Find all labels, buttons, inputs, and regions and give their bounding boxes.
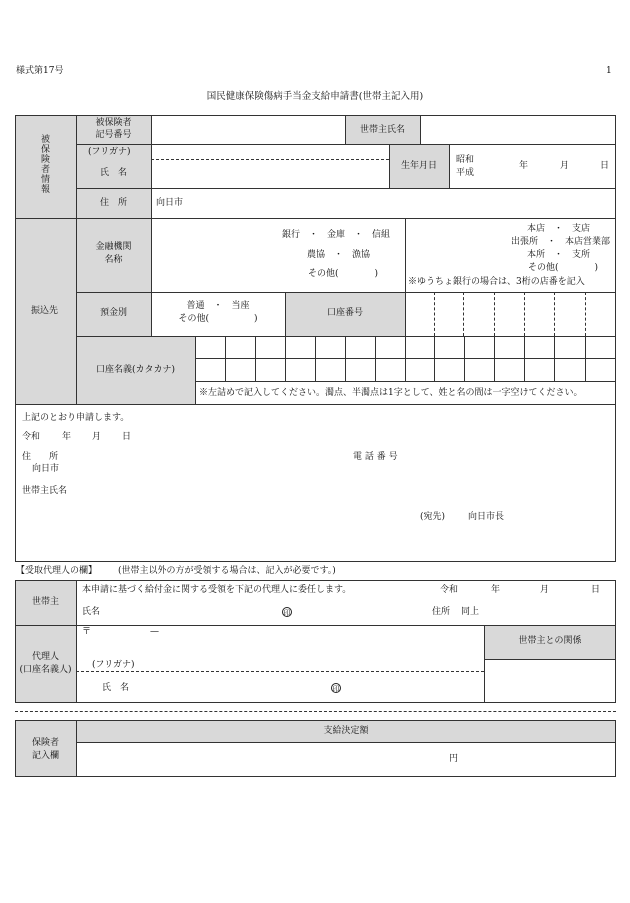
agent-seal-mark: 印 [332,685,340,693]
application-year: 年 [62,432,72,442]
insured-number-field[interactable] [152,116,344,143]
yen-label: 円 [449,754,459,764]
account-name-label: 口座名義(カタカナ) [95,365,176,375]
form-number: 様式第17号 [16,66,64,76]
deposit-types-1[interactable]: 普通 ・ 当座 [186,301,250,311]
agent-heading-note: (世帯主以外の方が受領する場合は、記入が必要です。) [118,566,336,576]
page-number: 1 [606,66,612,76]
amount-field[interactable] [77,743,447,775]
addressee-prefix: (宛先) [420,512,446,522]
delegation-text: 本申請に基づく給付金に関する受領を下記の代理人に委任します。 [82,585,352,595]
furigana-field[interactable] [152,145,388,158]
postal-mark: 〒 [82,627,92,637]
name-label: 氏 名 [100,168,128,178]
birth-month-label: 月 [560,161,570,171]
agent-head-label: 世帯主 [31,597,59,607]
account-name-note: ※左詰めで記入してください。濁点、半濁点は1字として、姓と名の間は一字空けてください。 [199,388,583,398]
branch-types-3[interactable]: 本所 ・ 支所 [526,250,590,260]
section-separator [15,711,616,712]
furigana-label: (フリガナ) [88,147,131,157]
phone-label: 電 話 番 号 [353,452,398,462]
addressee: 向日市長 [468,512,505,522]
application-day: 日 [122,432,132,442]
agent-name-label: 氏 名 [102,683,130,693]
branch-types-1[interactable]: 本店 ・ 支店 [526,224,590,234]
insured-number-label-1: 被保険者 [95,118,132,128]
bank-types-1[interactable]: 銀行 ・ 金庫 ・ 信組 [281,230,390,240]
agent-address-field[interactable] [92,627,482,669]
postal-dash: — [150,627,159,637]
application-era: 令和 [22,432,41,442]
application-address-value[interactable]: 向日市 [32,464,60,474]
birthdate-label: 生年月日 [400,161,437,171]
account-name-grid[interactable] [196,337,615,380]
deposit-types-2[interactable]: その他( ) [178,314,258,324]
agent-name-field[interactable] [130,675,325,699]
delegation-year: 年 [491,585,501,595]
agent-label-2: (口座名義人) [19,665,72,675]
application-head-name-label: 世帯主氏名 [22,486,68,496]
bank-types-2[interactable]: 農協 ・ 漁協 [306,250,370,260]
branch-types-4[interactable]: その他( ) [527,263,598,273]
form-title: 国民健康保険傷病手当金支給申請書(世帯主記入用) [206,91,424,102]
account-number-field[interactable] [406,293,615,335]
delegation-era: 令和 [440,585,459,595]
agent-head-name-field[interactable] [100,603,280,621]
agent-head-name-label: 氏名 [82,607,101,617]
agent-heading: 【受取代理人の欄】 [16,566,98,576]
agent-head-address-label: 住所 [432,607,451,617]
agent-head-address-same: 同上 [461,607,480,617]
amount-label: 支給決定額 [323,726,369,736]
era-heisei: 平成 [456,168,475,178]
era-showa: 昭和 [456,155,475,165]
name-field[interactable] [152,160,388,187]
application-statement: 上記のとおり申請します。 [22,413,130,423]
delegation-day: 日 [591,585,601,595]
address-value[interactable]: 向日市 [156,198,184,208]
birth-year-label: 年 [519,161,529,171]
agent-label-1: 代理人 [31,652,59,662]
transfer-side-label: 振込先 [31,306,59,316]
account-number-label: 口座番号 [326,308,363,318]
address-label: 住 所 [100,198,128,208]
insured-side-label: 被保険者情報 [39,134,49,194]
insured-number-label-2: 記号番号 [95,130,132,140]
agent-furigana-label: (フリガナ) [92,660,135,670]
birth-day-label: 日 [600,161,610,171]
head-name-label: 世帯主氏名 [359,125,405,135]
bank-label-1: 金融機関 [95,242,132,252]
delegation-month: 月 [540,585,550,595]
seal-mark: 印 [283,609,291,617]
relation-label: 世帯主との関係 [518,636,582,646]
insurer-label-2: 記入欄 [31,751,59,761]
insurer-label-1: 保険者 [31,738,59,748]
application-month: 月 [92,432,102,442]
head-name-field[interactable] [421,116,615,143]
bank-label-2: 名称 [104,255,123,265]
deposit-type-label: 預金別 [99,308,127,318]
bank-types-3[interactable]: その他( ) [307,269,378,279]
relation-field[interactable] [485,660,615,701]
yucho-note: ※ゆうちょ銀行の場合は、3桁の店番を記入 [408,277,585,287]
application-address-label: 住 所 [22,452,59,462]
branch-types-2[interactable]: 出張所 ・ 本店営業部 [510,237,610,247]
